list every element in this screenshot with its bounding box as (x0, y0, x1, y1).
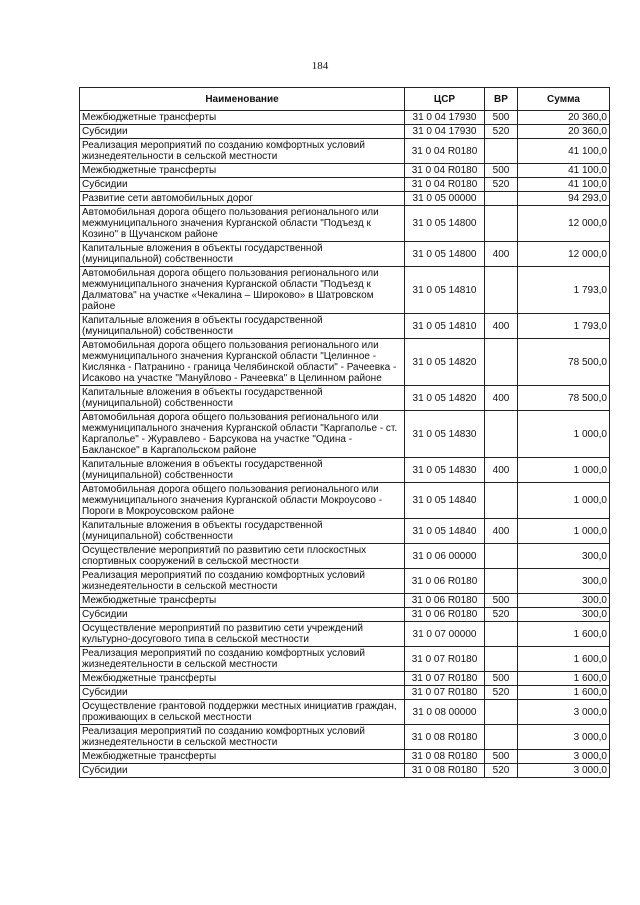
header-sum: Сумма (518, 88, 610, 111)
header-csr: ЦСР (405, 88, 485, 111)
table-row (80, 483, 610, 519)
sum-cell: 1 000,0 (518, 411, 610, 458)
table-body (80, 111, 610, 778)
vr-cell (485, 700, 518, 725)
table-row (80, 192, 610, 206)
csr-cell: 31 0 06 00000 (405, 544, 485, 569)
vr-cell (485, 483, 518, 519)
table-row (80, 267, 610, 314)
csr-cell: 31 0 07 R0180 (405, 686, 485, 700)
vr-cell: 400 (485, 314, 518, 339)
csr-cell: 31 0 05 14830 (405, 458, 485, 483)
sum-cell: 1 600,0 (518, 647, 610, 672)
sum-cell: 300,0 (518, 594, 610, 608)
table-row (80, 164, 610, 178)
vr-cell (485, 339, 518, 386)
csr-cell: 31 0 05 14830 (405, 411, 485, 458)
vr-cell: 520 (485, 178, 518, 192)
csr-cell: 31 0 05 14820 (405, 386, 485, 411)
csr-cell: 31 0 05 14800 (405, 242, 485, 267)
sum-cell: 1 000,0 (518, 458, 610, 483)
sum-cell: 12 000,0 (518, 242, 610, 267)
vr-cell: 400 (485, 458, 518, 483)
name-cell: Осуществление мероприятий по развитию сети плоскостных спортивных сооружений в сельской местности (80, 544, 405, 569)
vr-cell (485, 411, 518, 458)
header-name: Наименование (80, 88, 405, 111)
table-row (80, 519, 610, 544)
name-cell: Автомобильная дорога общего пользования регионального или межмуниципального значения Курганской области "Целинное - Кислянка - Патранино - граница Челябинской области" - Рачеевка - Исаково на участке "Мануйлово - Рачеевка" в Целинном районе (80, 339, 405, 386)
sum-cell: 1 000,0 (518, 483, 610, 519)
sum-cell: 300,0 (518, 608, 610, 622)
vr-cell: 400 (485, 386, 518, 411)
sum-cell: 3 000,0 (518, 750, 610, 764)
table-row (80, 242, 610, 267)
sum-cell: 1 600,0 (518, 622, 610, 647)
csr-cell: 31 0 08 R0180 (405, 750, 485, 764)
vr-cell (485, 647, 518, 672)
name-cell: Реализация мероприятий по созданию комфортных условий жизнедеятельности в сельской местности (80, 725, 405, 750)
vr-cell: 400 (485, 519, 518, 544)
vr-cell: 500 (485, 164, 518, 178)
vr-cell: 500 (485, 750, 518, 764)
name-cell: Субсидии (80, 686, 405, 700)
sum-cell: 20 360,0 (518, 125, 610, 139)
table-row (80, 686, 610, 700)
table-row (80, 125, 610, 139)
name-cell: Межбюджетные трансферты (80, 111, 405, 125)
vr-cell (485, 622, 518, 647)
sum-cell: 3 000,0 (518, 725, 610, 750)
vr-cell (485, 544, 518, 569)
table-row (80, 386, 610, 411)
vr-cell: 520 (485, 608, 518, 622)
csr-cell: 31 0 04 R0180 (405, 139, 485, 164)
csr-cell: 31 0 06 R0180 (405, 594, 485, 608)
name-cell: Капитальные вложения в объекты государственной (муниципальной) собственности (80, 519, 405, 544)
sum-cell: 12 000,0 (518, 206, 610, 242)
csr-cell: 31 0 04 17930 (405, 111, 485, 125)
name-cell: Субсидии (80, 764, 405, 778)
vr-cell: 500 (485, 594, 518, 608)
vr-cell: 500 (485, 111, 518, 125)
name-cell: Капитальные вложения в объекты государственной (муниципальной) собственности (80, 386, 405, 411)
sum-cell: 41 100,0 (518, 178, 610, 192)
vr-cell: 520 (485, 125, 518, 139)
csr-cell: 31 0 08 R0180 (405, 725, 485, 750)
csr-cell: 31 0 05 14840 (405, 483, 485, 519)
sum-cell: 1 793,0 (518, 267, 610, 314)
sum-cell: 1 600,0 (518, 672, 610, 686)
table-row (80, 411, 610, 458)
name-cell: Капитальные вложения в объекты государственной (муниципальной) собственности (80, 242, 405, 267)
table-row (80, 178, 610, 192)
name-cell: Капитальные вложения в объекты государственной (муниципальной) собственности (80, 458, 405, 483)
name-cell: Реализация мероприятий по созданию комфортных условий жизнедеятельности в сельской местности (80, 647, 405, 672)
sum-cell: 78 500,0 (518, 386, 610, 411)
csr-cell: 31 0 05 00000 (405, 192, 485, 206)
table-row (80, 764, 610, 778)
csr-cell: 31 0 05 14810 (405, 267, 485, 314)
table-row (80, 206, 610, 242)
name-cell: Субсидии (80, 608, 405, 622)
table-header-row (80, 88, 610, 111)
table-row (80, 647, 610, 672)
name-cell: Межбюджетные трансферты (80, 164, 405, 178)
table-row (80, 594, 610, 608)
vr-cell: 500 (485, 672, 518, 686)
name-cell: Осуществление грантовой поддержки местных инициатив граждан, проживающих в сельской местности (80, 700, 405, 725)
table-row (80, 608, 610, 622)
name-cell: Субсидии (80, 125, 405, 139)
name-cell: Автомобильная дорога общего пользования регионального или межмуниципального значения Курганской области "Каргаполье - ст. Каргаполье" - Журавлево - Барсукова на участке "Одина - Бакланское" в Каргапольском районе (80, 411, 405, 458)
csr-cell: 31 0 04 17930 (405, 125, 485, 139)
name-cell: Осуществление мероприятий по развитию сети учреждений культурно-досугового типа в сельской местности (80, 622, 405, 647)
vr-cell (485, 267, 518, 314)
sum-cell: 1 793,0 (518, 314, 610, 339)
page-number: 184 (311, 60, 329, 72)
csr-cell: 31 0 07 R0180 (405, 647, 485, 672)
sum-cell: 94 293,0 (518, 192, 610, 206)
table-row (80, 700, 610, 725)
name-cell: Автомобильная дорога общего пользования регионального или межмуниципального значения Курганской области "Подъезд к Козино" в Щучанском районе (80, 206, 405, 242)
csr-cell: 31 0 05 14810 (405, 314, 485, 339)
name-cell: Реализация мероприятий по созданию комфортных условий жизнедеятельности в сельской местности (80, 139, 405, 164)
name-cell: Капитальные вложения в объекты государственной (муниципальной) собственности (80, 314, 405, 339)
table-row (80, 544, 610, 569)
vr-cell (485, 725, 518, 750)
csr-cell: 31 0 07 R0180 (405, 672, 485, 686)
table-row (80, 458, 610, 483)
csr-cell: 31 0 07 00000 (405, 622, 485, 647)
sum-cell: 300,0 (518, 569, 610, 594)
table-row (80, 314, 610, 339)
name-cell: Автомобильная дорога общего пользования регионального или межмуниципального значения Курганской области "Подъезд к Далматова" на участке «Чекалина – Широково» в Шатровском районе (80, 267, 405, 314)
csr-cell: 31 0 08 R0180 (405, 764, 485, 778)
header-vr: ВР (485, 88, 518, 111)
csr-cell: 31 0 08 00000 (405, 700, 485, 725)
vr-cell (485, 192, 518, 206)
sum-cell: 1 600,0 (518, 686, 610, 700)
csr-cell: 31 0 04 R0180 (405, 164, 485, 178)
vr-cell: 520 (485, 764, 518, 778)
name-cell: Развитие сети автомобильных дорог (80, 192, 405, 206)
csr-cell: 31 0 05 14820 (405, 339, 485, 386)
sum-cell: 1 000,0 (518, 519, 610, 544)
name-cell: Межбюджетные трансферты (80, 750, 405, 764)
name-cell: Субсидии (80, 178, 405, 192)
sum-cell: 41 100,0 (518, 139, 610, 164)
table-row (80, 725, 610, 750)
name-cell: Автомобильная дорога общего пользования регионального или межмуниципального значения Курганской области Мокроусово - Пороги в Мокроусовском районе (80, 483, 405, 519)
table-row (80, 672, 610, 686)
sum-cell: 41 100,0 (518, 164, 610, 178)
csr-cell: 31 0 05 14840 (405, 519, 485, 544)
table-row (80, 622, 610, 647)
table-row (80, 569, 610, 594)
vr-cell: 520 (485, 686, 518, 700)
sum-cell: 3 000,0 (518, 764, 610, 778)
vr-cell (485, 569, 518, 594)
name-cell: Реализация мероприятий по созданию комфортных условий жизнедеятельности в сельской местности (80, 569, 405, 594)
vr-cell (485, 139, 518, 164)
name-cell: Межбюджетные трансферты (80, 594, 405, 608)
sum-cell: 300,0 (518, 544, 610, 569)
csr-cell: 31 0 05 14800 (405, 206, 485, 242)
csr-cell: 31 0 06 R0180 (405, 569, 485, 594)
csr-cell: 31 0 06 R0180 (405, 608, 485, 622)
sum-cell: 20 360,0 (518, 111, 610, 125)
table-row (80, 339, 610, 386)
table-row (80, 139, 610, 164)
sum-cell: 78 500,0 (518, 339, 610, 386)
table-row (80, 111, 610, 125)
vr-cell (485, 206, 518, 242)
sum-cell: 3 000,0 (518, 700, 610, 725)
name-cell: Межбюджетные трансферты (80, 672, 405, 686)
vr-cell: 400 (485, 242, 518, 267)
table-row (80, 750, 610, 764)
budget-table (79, 87, 610, 778)
csr-cell: 31 0 04 R0180 (405, 178, 485, 192)
